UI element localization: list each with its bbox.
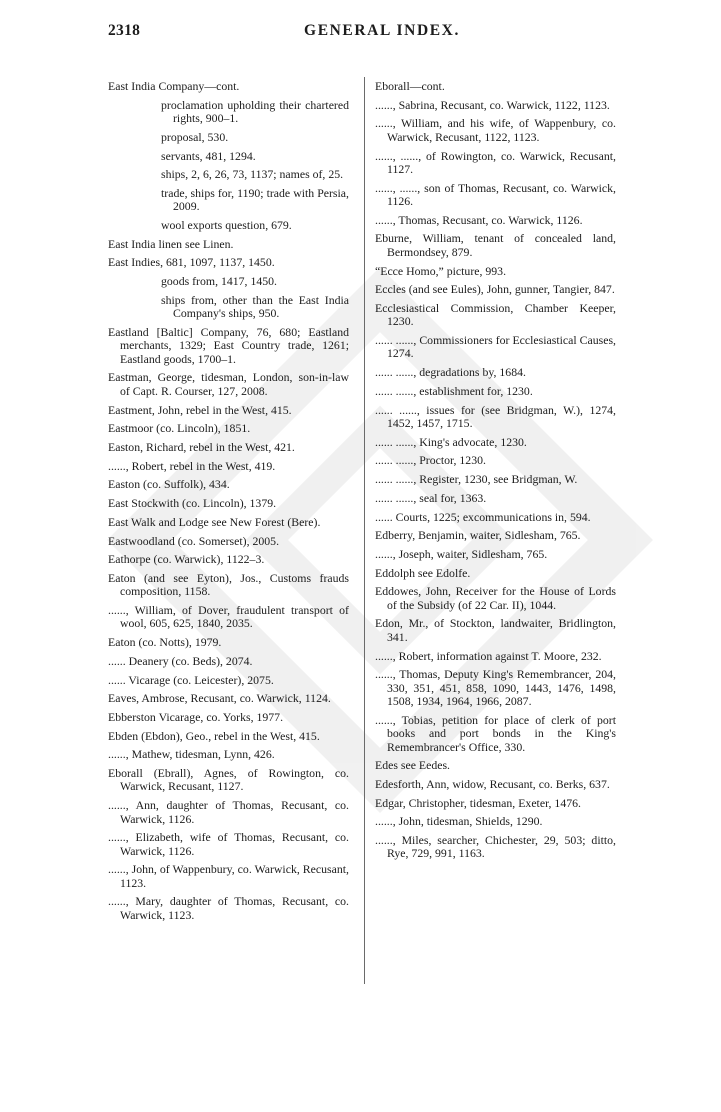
index-entry: Edberry, Benjamin, waiter, Sidlesham, 765. bbox=[375, 528, 581, 543]
index-entry: ...... Vicarage (co. Leicester), 2075. bbox=[108, 672, 274, 687]
left-column bbox=[108, 80, 349, 928]
index-entry: East India linen see Linen. bbox=[108, 236, 234, 251]
index-entry: Easton, Richard, rebel in the West, 421. bbox=[108, 439, 295, 454]
index-entry: ...... ......, King's advocate, 1230. bbox=[375, 434, 527, 449]
index-entry: Eddowes, John, Receiver for the House of Lords of the Subsidy (of 22 Car. II), 1044. bbox=[375, 584, 616, 612]
index-subentry: ships from, other than the East India Company's ships, 950. bbox=[161, 292, 349, 321]
index-entry: Eaton (co. Notts), 1979. bbox=[108, 635, 222, 650]
column-divider bbox=[364, 77, 365, 984]
index-entry: ...... ......, degradations by, 1684. bbox=[375, 365, 526, 380]
index-entry: Eastwoodland (co. Somerset), 2005. bbox=[108, 533, 280, 548]
page-number: 2318 bbox=[108, 22, 141, 39]
index-entry: Eastland [Baltic] Company, 76, 680; Eastland merchants, 1329; East Country trade, 1261; Eastland goods, 1700–1. bbox=[108, 324, 349, 366]
index-entry: ...... Courts, 1225; excommunications in, 594. bbox=[375, 509, 591, 524]
index-entry: East Walk and Lodge see New Forest (Bere). bbox=[108, 514, 321, 529]
index-entry: Eaton (and see Eyton), Jos., Customs frauds composition, 1158. bbox=[108, 570, 349, 599]
index-entry: East Indies, 681, 1097, 1137, 1450. bbox=[108, 255, 275, 270]
right-column bbox=[375, 80, 616, 866]
index-entry: ......, ......, son of Thomas, Recusant, co. Warwick, 1126. bbox=[375, 180, 616, 209]
index-entry: ......, Mary, daughter of Thomas, Recusant, co. Warwick, 1123. bbox=[108, 894, 349, 922]
index-entry: ......, Robert, information against T. Moore, 232. bbox=[375, 648, 602, 663]
continued-heading: East India Company—cont. bbox=[108, 79, 240, 93]
index-entry: ......, William, of Dover, fraudulent transport of wool, 605, 625, 1840, 2035. bbox=[108, 603, 349, 631]
index-entry: ......, ......, of Rowington, co. Warwick, Recusant, 1127. bbox=[375, 148, 616, 176]
index-entry: Eborall (Ebrall), Agnes, of Rowington, co. Warwick, Recusant, 1127. bbox=[108, 766, 349, 794]
index-entry: Ecclesiastical Commission, Chamber Keeper, 1230. bbox=[375, 300, 616, 329]
index-entry: Edon, Mr., of Stockton, landwaiter, Bridlington, 341. bbox=[375, 616, 616, 644]
index-entry: Edes see Eedes. bbox=[375, 758, 451, 773]
index-subentry: servants, 481, 1294. bbox=[161, 148, 256, 163]
continued-heading: Eborall—cont. bbox=[375, 79, 445, 93]
index-subentry: goods from, 1417, 1450. bbox=[161, 274, 277, 289]
index-entry: ......, Elizabeth, wife of Thomas, Recusant, co. Warwick, 1126. bbox=[108, 830, 349, 858]
index-subentry: trade, ships for, 1190; trade with Persia, 2009. bbox=[161, 185, 349, 214]
index-entry: ......, Sabrina, Recusant, co. Warwick, 1122, 1123. bbox=[375, 97, 610, 112]
index-entry: Edgar, Christopher, tidesman, Exeter, 1476. bbox=[375, 795, 581, 810]
index-entry: ...... ......, seal for, 1363. bbox=[375, 490, 487, 505]
index-entry: Eastman, George, tidesman, London, son-in-law of Capt. R. Courser, 127, 2008. bbox=[108, 370, 349, 398]
index-entry: ......, Ann, daughter of Thomas, Recusant, co. Warwick, 1126. bbox=[108, 798, 349, 826]
index-entry: ......, Miles, searcher, Chichester, 29, 503; ditto, Rye, 729, 991, 1163. bbox=[375, 833, 616, 861]
index-subentry: ships, 2, 6, 26, 73, 1137; names of, 25. bbox=[161, 167, 344, 182]
index-entry: ...... Deanery (co. Beds), 2074. bbox=[108, 653, 253, 668]
page-title: GENERAL INDEX. bbox=[304, 22, 460, 39]
index-entry: Eastmoor (co. Lincoln), 1851. bbox=[108, 421, 251, 436]
index-entry: Ebden (Ebdon), Geo., rebel in the West, 415. bbox=[108, 728, 320, 743]
index-entry: ...... ......, Proctor, 1230. bbox=[375, 453, 486, 468]
index-entry: ...... ......, Register, 1230, see Bridgman, W. bbox=[375, 472, 578, 487]
index-entry: ...... ......, establishment for, 1230. bbox=[375, 383, 533, 398]
index-entry: Eastment, John, rebel in the West, 415. bbox=[108, 402, 292, 417]
index-entry: ......, John, tidesman, Shields, 1290. bbox=[375, 814, 543, 829]
index-entry: Edesforth, Ann, widow, Recusant, co. Berks, 637. bbox=[375, 776, 610, 791]
index-entry: ......, William, and his wife, of Wappenbury, co. Warwick, Recusant, 1122, 1123. bbox=[375, 116, 616, 144]
index-entry: “Ecce Homo,” picture, 993. bbox=[375, 263, 507, 278]
index-entry: East Stockwith (co. Lincoln), 1379. bbox=[108, 496, 277, 511]
index-entry: Easton (co. Suffolk), 434. bbox=[108, 477, 230, 492]
index-entry: ...... ......, issues for (see Bridgman, W.), 1274, 1452, 1457, 1715. bbox=[375, 402, 616, 430]
index-entry: ......, Joseph, waiter, Sidlesham, 765. bbox=[375, 546, 548, 561]
index-entry: ......, Tobias, petition for place of clerk of port books and port bonds in the King's Remembrancer's Office, 330. bbox=[375, 712, 616, 754]
index-entry: ......, Robert, rebel in the West, 419. bbox=[108, 458, 276, 473]
index-entry: Eburne, William, tenant of concealed land, Bermondsey, 879. bbox=[375, 231, 616, 259]
index-entry: ......, John, of Wappenbury, co. Warwick, Recusant, 1123. bbox=[108, 862, 349, 890]
index-entry: Eccles (and see Eules), John, gunner, Tangier, 847. bbox=[375, 282, 615, 297]
index-subentry: proclamation upholding their chartered rights, 900–1. bbox=[161, 97, 349, 126]
index-subentry: wool exports question, 679. bbox=[161, 218, 292, 233]
index-subentry: proposal, 530. bbox=[161, 129, 229, 144]
index-entry: Eathorpe (co. Warwick), 1122–3. bbox=[108, 552, 265, 567]
index-entry: ......, Mathew, tidesman, Lynn, 426. bbox=[108, 747, 275, 762]
index-entry: Eaves, Ambrose, Recusant, co. Warwick, 1124. bbox=[108, 691, 331, 706]
page-header bbox=[108, 22, 642, 44]
index-entry: ......, Thomas, Recusant, co. Warwick, 1126. bbox=[375, 212, 583, 227]
index-entry: Eddolph see Edolfe. bbox=[375, 565, 471, 580]
index-entry: Ebberston Vicarage, co. Yorks, 1977. bbox=[108, 709, 284, 724]
index-entry: ...... ......, Commissioners for Ecclesiastical Causes, 1274. bbox=[375, 333, 616, 361]
index-entry: ......, Thomas, Deputy King's Remembrancer, 204, 330, 351, 451, 858, 1090, 1443, 1476, 1498, 1508, 1934, 1964, 1966, 2087. bbox=[375, 667, 616, 709]
